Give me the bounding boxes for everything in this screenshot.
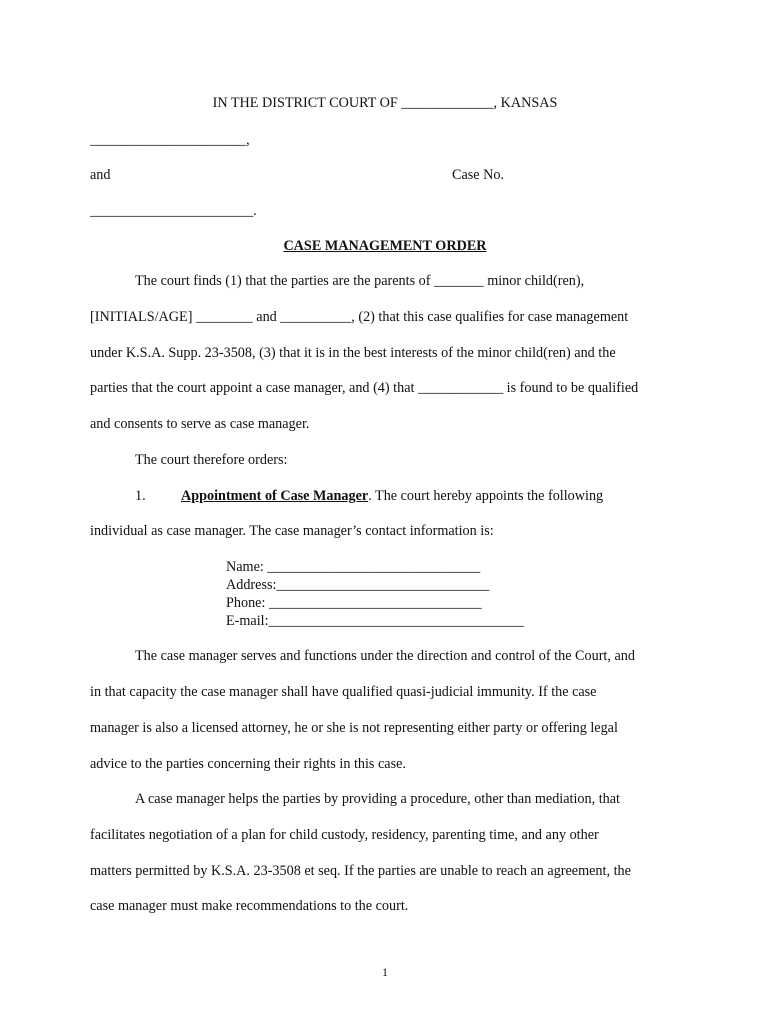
findings-line: parties that the court appoint a case manager, and (4) that ____________ is found to be qualified xyxy=(90,380,639,396)
orders-intro: The court therefore orders: xyxy=(135,452,288,468)
party-line-1: ______________________, xyxy=(90,132,250,148)
section-1-continuation: individual as case manager. The case manager’s contact information is: xyxy=(90,523,494,539)
phone-field: Phone: ______________________________ xyxy=(226,595,482,611)
order-title: CASE MANAGEMENT ORDER xyxy=(283,238,487,254)
findings-line: and consents to serve as case manager. xyxy=(90,416,310,432)
paragraph-2-line: advice to the parties concerning their rights in this case. xyxy=(90,756,406,772)
paragraph-2-line: The case manager serves and functions under the direction and control of the Court, and xyxy=(135,648,635,664)
findings-line: under K.S.A. Supp. 23-3508, (3) that it is in the best interests of the minor child(ren) and the xyxy=(90,345,616,361)
section-1-heading: Appointment of Case Manager xyxy=(181,488,369,504)
paragraph-3-line: case manager must make recommendations to the court. xyxy=(90,898,409,914)
party-line-2: _______________________. xyxy=(90,203,257,219)
section-1-text: . The court hereby appoints the following xyxy=(368,488,604,504)
page-number: 1 xyxy=(382,965,388,979)
name-field: Name: ______________________________ xyxy=(226,559,481,575)
paragraph-3-line: A case manager helps the parties by providing a procedure, other than mediation, that xyxy=(135,791,620,807)
paragraph-3-line: matters permitted by K.S.A. 23-3508 et seq. If the parties are unable to reach an agreement, the xyxy=(90,863,631,879)
findings-line: [INITIALS/AGE] ________ and __________, (2) that this case qualifies for case management xyxy=(90,309,629,325)
findings-line: The court finds (1) that the parties are the parents of _______ minor child(ren), xyxy=(135,273,585,289)
paragraph-2-line: manager is also a licensed attorney, he or she is not representing either party or offering legal xyxy=(90,720,618,736)
paragraph-2-line: in that capacity the case manager shall have qualified quasi-judicial immunity. If the case xyxy=(90,684,597,700)
address-field: Address:______________________________ xyxy=(226,577,490,593)
case-no-label: Case No. xyxy=(452,167,505,183)
section-1-number: 1. xyxy=(135,488,146,504)
email-field: E-mail:____________________________________ xyxy=(226,613,524,629)
section-1-line xyxy=(181,487,603,505)
paragraph-3-line: facilitates negotiation of a plan for child custody, residency, parenting time, and any other xyxy=(90,827,599,843)
court-title: IN THE DISTRICT COURT OF _____________, KANSAS xyxy=(212,95,558,111)
and-label: and xyxy=(90,167,111,183)
